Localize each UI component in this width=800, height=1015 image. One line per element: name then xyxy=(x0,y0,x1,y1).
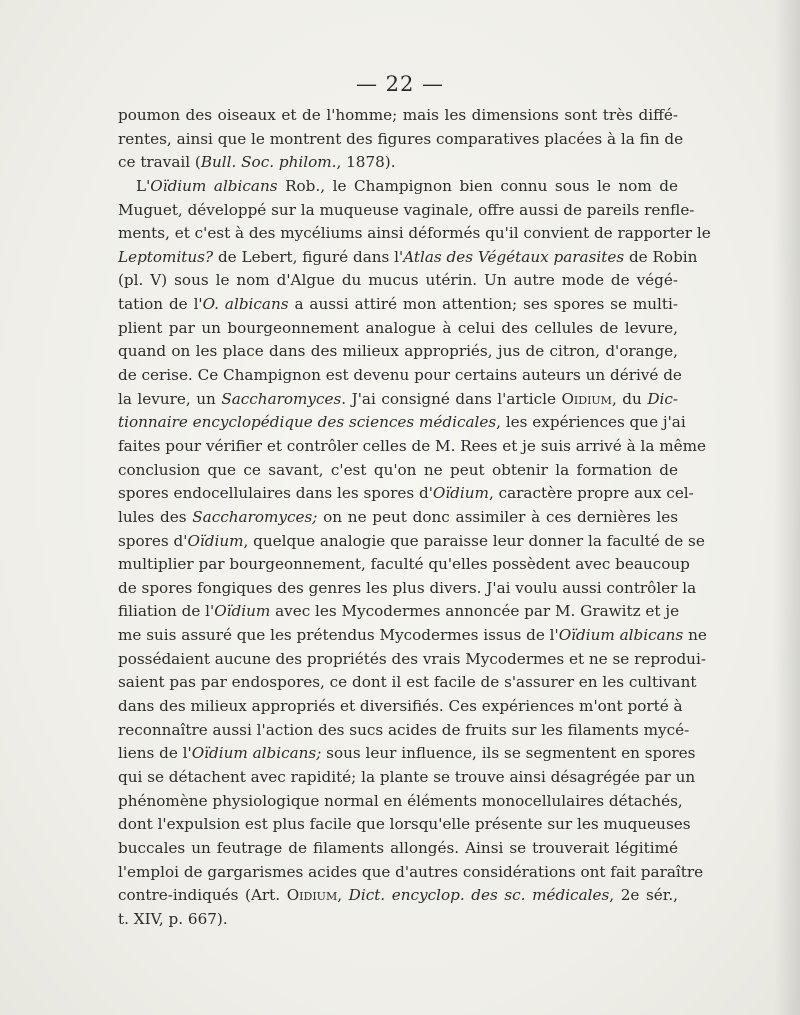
text-segment: sous leur influence, ils se segmentent en spores xyxy=(321,744,696,763)
italic-text: Oïdium albicans xyxy=(150,176,278,195)
text-segment: conclusion que ce savant, c'est qu'on ne peut obtenir la formation de xyxy=(118,460,678,479)
text-segment: Oidium xyxy=(561,389,612,408)
text-segment: Oidium xyxy=(286,886,338,905)
text-segment: avec les Mycodermes annoncée par M. Grawitz et je xyxy=(270,602,680,621)
text-segment: qui se détachent avec rapidité; la plante se trouve ainsi désagrégée par un xyxy=(118,767,696,786)
text-line xyxy=(118,530,705,554)
text-line xyxy=(118,624,707,648)
italic-text: Oïdium albicans; xyxy=(191,744,322,763)
text-segment: de Robin xyxy=(624,247,698,266)
text-line xyxy=(118,766,696,790)
text-segment: lules des xyxy=(118,507,193,526)
italic-text: Dict. encyclop. des sc. médicales xyxy=(348,886,610,905)
text-line xyxy=(118,790,683,814)
text-line xyxy=(118,104,678,128)
text-segment: de Lebert, figuré dans l' xyxy=(213,247,404,266)
text-segment: buccales un feutrage de filaments allongés. Ainsi se trouverait légitimé xyxy=(118,838,678,857)
text-line xyxy=(118,742,696,766)
text-segment: , les expériences que j'ai xyxy=(496,413,686,432)
text-segment: l'emploi de gargarismes acides que d'autres considérations ont fait paraître xyxy=(118,862,704,881)
italic-text: Oïdium xyxy=(187,531,244,550)
text-segment: de spores fongiques des genres les plus divers. J'ai voulu aussi contrôler la xyxy=(118,578,697,597)
italic-text: Saccharomyces xyxy=(221,389,342,408)
text-line xyxy=(118,908,678,932)
text-segment: tation de l' xyxy=(118,295,203,314)
italic-text: Dic- xyxy=(647,389,678,408)
text-segment: , caractère propre aux cel- xyxy=(488,484,694,503)
text-segment: ne xyxy=(683,626,707,645)
text-line xyxy=(118,269,678,293)
italic-text: Atlas des Végétaux parasites xyxy=(403,247,625,266)
text-segment: quand on les place dans des milieux appropriés, jus de citron, d'orange, xyxy=(118,342,678,361)
text-segment: plient par un bourgeonnement analogue à celui des cellules de levure, xyxy=(118,318,678,337)
text-line xyxy=(118,340,678,364)
italic-text: tionnaire encyclopédique des sciences médicales xyxy=(118,413,497,432)
italic-text: Leptomitus? xyxy=(118,247,214,266)
text-segment: dans des milieux appropriés et diversifiés. Ces expériences m'ont porté à xyxy=(118,697,683,716)
text-segment: ments, et c'est à des mycéliums ainsi déformés qu'il convient de rapporter le xyxy=(118,224,711,243)
text-line xyxy=(118,861,704,885)
text-line xyxy=(118,364,682,388)
text-segment: reconnaître aussi l'action des sucs acides de fruits sur les filaments mycé- xyxy=(118,720,690,739)
text-segment: saient pas par endospores, ce dont il est facile de s'assurer en les cultivant xyxy=(118,673,697,692)
text-line xyxy=(118,719,690,743)
text-line xyxy=(118,128,684,152)
text-segment: . J'ai consigné dans l'article xyxy=(341,389,562,408)
text-line xyxy=(118,388,678,412)
text-segment: , quelque analogie que paraisse leur donner la faculté de se xyxy=(243,531,705,550)
text-segment: ce travail ( xyxy=(118,153,201,172)
text-segment: liens de l' xyxy=(118,744,192,763)
italic-text: Bull. Soc. philom. xyxy=(200,153,337,172)
text-segment: spores endocellulaires dans les spores d' xyxy=(118,484,433,503)
page-number: — 22 — xyxy=(355,72,445,96)
text-line xyxy=(118,459,678,483)
text-segment: , 2e sér., xyxy=(609,886,678,905)
text-segment: la levure, un xyxy=(118,389,222,408)
text-segment: , xyxy=(337,886,349,905)
italic-text: Oïdium xyxy=(432,484,489,503)
text-segment: t. XIV, p. 667). xyxy=(118,909,228,928)
text-line xyxy=(118,151,678,175)
italic-text: Saccharomyces; xyxy=(192,507,318,526)
text-line xyxy=(118,482,694,506)
text-line xyxy=(118,506,678,530)
text-segment: L' xyxy=(136,176,151,195)
text-line xyxy=(118,435,706,459)
text-line xyxy=(118,837,678,861)
text-segment: possédaient aucune des propriétés des vrais Mycodermes et ne se reprodui- xyxy=(118,649,706,668)
text-segment: Rob., le Champignon bien connu sous le nom de xyxy=(277,176,678,195)
text-segment: spores d' xyxy=(118,531,188,550)
body-text xyxy=(118,104,711,931)
text-segment: filiation de l' xyxy=(118,602,215,621)
text-line xyxy=(118,648,706,672)
text-line xyxy=(118,884,678,908)
italic-text: Oïdium albicans xyxy=(558,626,684,645)
text-segment: faites pour vérifier et contrôler celles de M. Rees et je suis arrivé à la même xyxy=(118,436,706,455)
text-segment: dont l'expulsion est plus facile que lorsqu'elle présente sur les muqueuses xyxy=(118,815,691,834)
text-line xyxy=(118,293,678,317)
italic-text: Oïdium xyxy=(214,602,271,621)
text-segment: on ne peut donc assimiler à ces dernières les xyxy=(317,507,678,526)
text-line xyxy=(118,813,691,837)
text-segment: Muguet, développé sur la muqueuse vaginale, offre aussi de pareils renfle- xyxy=(118,200,695,219)
text-line xyxy=(118,246,698,270)
text-segment: , du xyxy=(611,389,648,408)
text-line xyxy=(118,577,697,601)
text-line xyxy=(118,671,697,695)
text-line xyxy=(118,175,678,199)
text-segment: a aussi attiré mon attention; ses spores se multi- xyxy=(288,295,678,314)
italic-text: O. albicans xyxy=(202,295,289,314)
text-line xyxy=(118,411,686,435)
text-line xyxy=(118,222,711,246)
page-edge-shadow xyxy=(774,0,800,1015)
text-line xyxy=(118,553,690,577)
text-segment: contre-indiqués (Art. xyxy=(118,886,287,905)
text-segment: de cerise. Ce Champignon est devenu pour certains auteurs un dérivé de xyxy=(118,366,682,385)
text-segment: , 1878). xyxy=(336,153,396,172)
text-line xyxy=(118,600,678,624)
text-line xyxy=(118,317,678,341)
text-segment: rentes, ainsi que le montrent des figures comparatives placées à la fin de xyxy=(118,129,684,148)
text-segment: poumon des oiseaux et de l'homme; mais les dimensions sont très diffé- xyxy=(118,106,678,124)
text-segment: multiplier par bourgeonnement, faculté qu'elles possèdent avec beaucoup xyxy=(118,555,690,574)
text-segment: me suis assuré que les prétendus Mycodermes issus de l' xyxy=(118,626,559,645)
text-segment: phénomène physiologique normal en éléments monocellulaires détachés, xyxy=(118,791,683,810)
text-line xyxy=(118,695,683,719)
text-segment: (pl. V) sous le nom d'Algue du mucus utérin. Un autre mode de végé- xyxy=(118,271,678,290)
text-line xyxy=(118,199,695,223)
